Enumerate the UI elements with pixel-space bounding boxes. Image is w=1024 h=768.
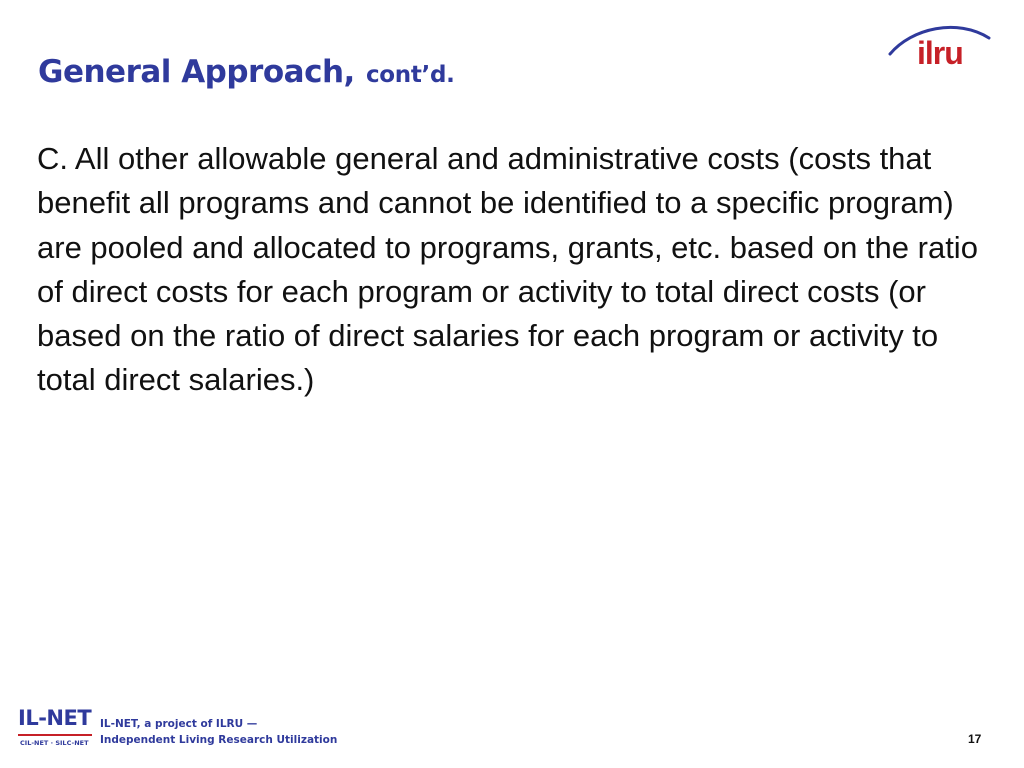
ilru-logo — [887, 18, 992, 73]
slide-body-text: C. All other allowable general and administrative costs (costs that benefit all programs and cannot be identified to a specific program) are pooled and allocated to programs, grants, etc. based on the ratio of direct costs for each program or activity to total direct costs (or based on the ratio of direct salaries for each program or activity to total direct salaries.) — [37, 141, 978, 398]
ilru-logo-wordmark: ilru — [917, 35, 963, 71]
title-suffix: cont’d. — [365, 62, 455, 88]
il-net-logo-text: IL-NET — [18, 706, 92, 730]
footer-caption — [100, 716, 337, 748]
slide-title — [38, 52, 455, 90]
il-net-logo-rule — [18, 734, 92, 736]
page-number: 17 — [968, 732, 982, 746]
footer-line-2: Independent Living Research Utilization — [100, 734, 338, 746]
il-net-logo-subtext: CIL-NET · SILC-NET — [20, 739, 89, 747]
il-net-logo — [18, 708, 98, 754]
title-main: General Approach, — [38, 54, 355, 90]
footer-line-1: IL-NET, a project of ILRU — — [100, 718, 258, 730]
